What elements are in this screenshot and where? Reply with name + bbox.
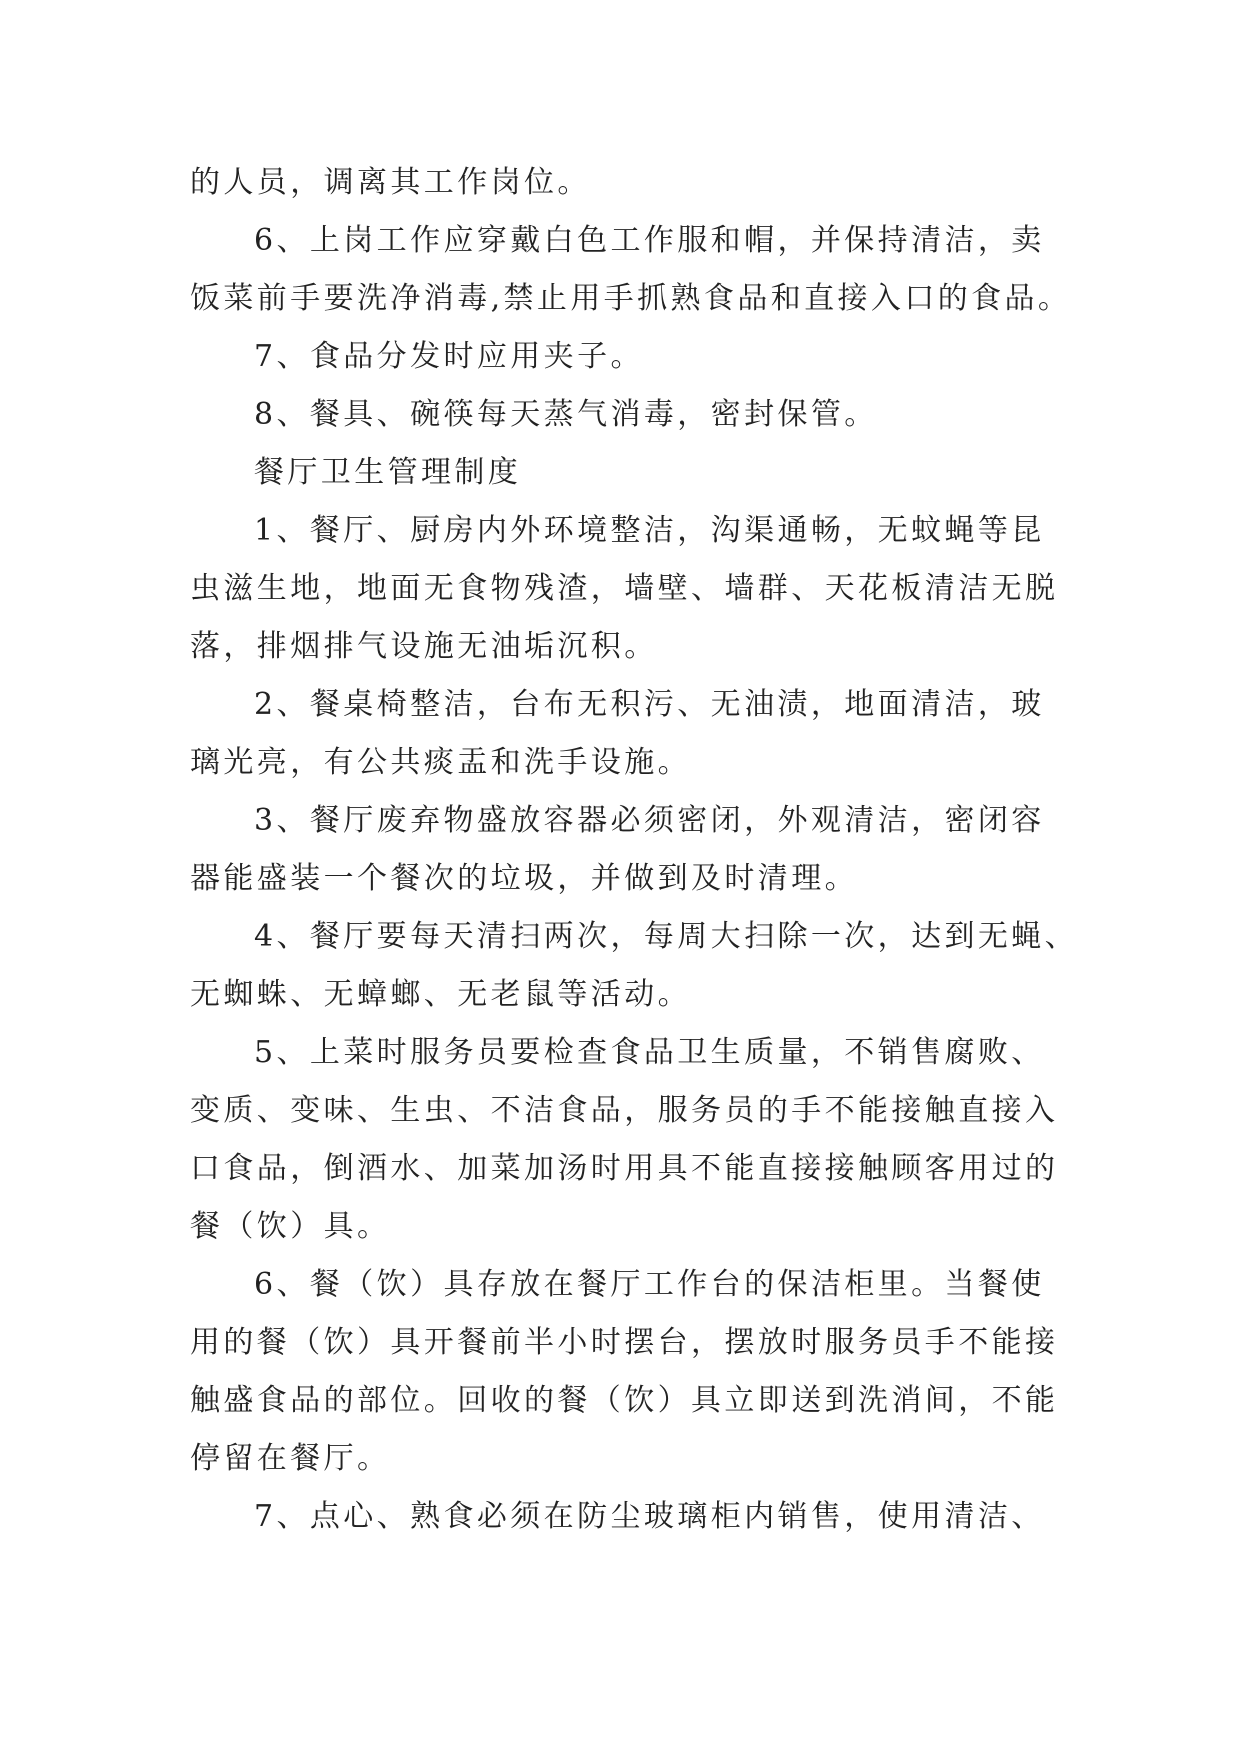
text-line: 6、上岗工作应穿戴白色工作服和帽，并保持清洁，卖 (254, 223, 1045, 258)
text-line: 5、上菜时服务员要检查食品卫生质量，不销售腐败、 (254, 1035, 1045, 1070)
text-line: 璃光亮，有公共痰盂和洗手设施。 (190, 745, 691, 780)
text-line: 器能盛装一个餐次的垃圾，并做到及时清理。 (190, 861, 858, 896)
text-line: 6、餐（饮）具存放在餐厅工作台的保洁柜里。当餐使 (254, 1267, 1045, 1302)
section-heading: 餐厅卫生管理制度 (254, 455, 522, 490)
text-line: 停留在餐厅。 (190, 1441, 391, 1476)
text-line: 虫滋生地，地面无食物残渣，墙壁、墙群、天花板清洁无脱 (190, 571, 1059, 606)
text-line: 触盛食品的部位。回收的餐（饮）具立即送到洗消间，不能 (190, 1383, 1059, 1418)
text-line: 用的餐（饮）具开餐前半小时摆台，摆放时服务员手不能接 (190, 1325, 1059, 1360)
text-line: 无蜘蛛、无蟑螂、无老鼠等活动。 (190, 977, 691, 1012)
text-line: 2、餐桌椅整洁，台布无积污、无油渍，地面清洁，玻 (254, 687, 1045, 722)
text-line: 4、餐厅要每天清扫两次，每周大扫除一次，达到无蝇、 (254, 919, 1079, 954)
text-line: 1、餐厅、厨房内外环境整洁，沟渠通畅，无蚊蝇等昆 (254, 513, 1045, 548)
text-line: 3、餐厅废弃物盛放容器必须密闭，外观清洁，密闭容 (254, 803, 1045, 838)
text-line: 口食品，倒酒水、加菜加汤时用具不能直接接触顾客用过的 (190, 1151, 1059, 1186)
text-line: 8、餐具、碗筷每天蒸气消毒，密封保管。 (254, 397, 878, 432)
text-line: 餐（饮）具。 (190, 1209, 391, 1244)
text-line: 的人员，调离其工作岗位。 (190, 165, 591, 200)
text-line: 饭菜前手要洗净消毒,禁止用手抓熟食品和直接入口的食品。 (190, 281, 1072, 316)
text-line: 7、食品分发时应用夹子。 (254, 339, 644, 374)
text-line: 落，排烟排气设施无油垢沉积。 (190, 629, 658, 664)
text-line: 变质、变味、生虫、不洁食品，服务员的手不能接触直接入 (190, 1093, 1059, 1128)
text-line: 7、点心、熟食必须在防尘玻璃柜内销售，使用清洁、 (254, 1499, 1045, 1534)
